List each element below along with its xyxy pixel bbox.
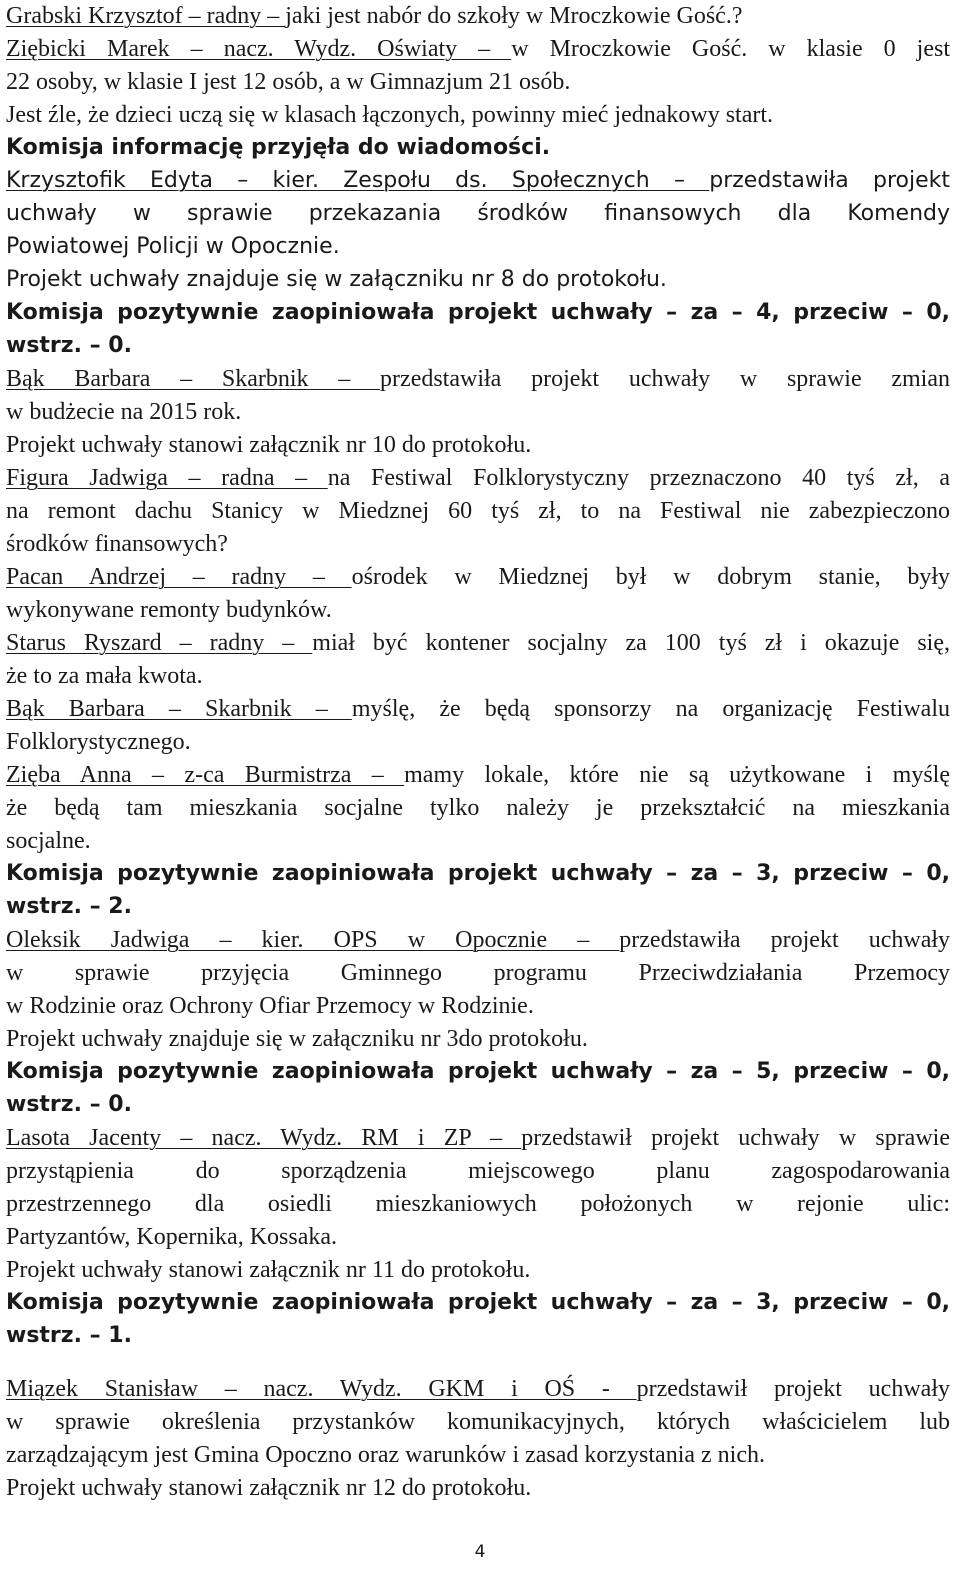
text-line: [6, 726, 950, 758]
speaker-label: Bąk Barbara – Skarbnik –: [6, 696, 352, 722]
line-text: przedstawił projekt uchwały w sprawie: [521, 1125, 950, 1151]
text-line: [6, 792, 950, 824]
text-line: [6, 1254, 950, 1286]
line-text: przestrzennego dla osiedli mieszkaniowych położonych w rejonie ulic:: [6, 1191, 950, 1217]
text-line: [6, 462, 950, 494]
text-line: [6, 1122, 950, 1154]
speaker-label: Krzysztofik Edyta – kier. Zespołu ds. Społecznych –: [6, 168, 710, 193]
text-line: [6, 1439, 950, 1471]
text-line: [6, 33, 950, 65]
line-text: mamy lokale, które nie są użytkowane i myślę: [404, 762, 950, 788]
line-text: socjalne.: [6, 828, 91, 854]
speaker-label: Zięba Anna – z-ca Burmistrza –: [6, 762, 405, 788]
text-line: [6, 165, 950, 197]
text-line: [6, 231, 950, 263]
line-text: Projekt uchwały stanowi załącznik nr 10 do protokołu.: [6, 432, 532, 458]
line-text: zarządzającym jest Gmina Opoczno oraz warunków i zasad korzystania z nich.: [6, 1442, 765, 1468]
speaker-label: Grabski Krzysztof – radny –: [6, 3, 286, 29]
text-line: [6, 990, 950, 1022]
text-line: [6, 1472, 950, 1504]
line-text: Komisja pozytywnie zaopiniowała projekt uchwały – za – 3, przeciw – 0,: [6, 861, 950, 886]
speaker-label: Figura Jadwiga – radna –: [6, 465, 328, 491]
line-text: w Mroczkowie Gość. w klasie 0 jest: [511, 36, 950, 62]
text-line: [6, 198, 950, 230]
line-text: jaki jest nabór do szkoły w Mroczkowie Gość.?: [285, 3, 743, 29]
text-line: [6, 495, 950, 527]
text-line: [6, 1188, 950, 1220]
text-line: [6, 660, 950, 692]
line-text: że będą tam mieszkania socjalne tylko należy je przekształcić na mieszkania: [6, 795, 950, 821]
line-text: Powiatowej Policji w Opocznie.: [6, 234, 340, 259]
line-text: przedstawiła projekt uchwały: [619, 927, 951, 953]
text-line: [6, 561, 950, 593]
speaker-label: Pacan Andrzej – radny –: [6, 564, 352, 590]
line-text: Partyzantów, Kopernika, Kossaka.: [6, 1224, 338, 1250]
line-text: przedstawiła projekt uchwały w sprawie zmian: [380, 366, 950, 392]
line-text: wstrz. – 1.: [6, 1323, 132, 1348]
line-text: ośrodek w Miedznej był w dobrym stanie, były: [351, 564, 950, 590]
line-text: na Festiwal Folklorystyczny przeznaczono 40 tyś zł, a: [327, 465, 950, 491]
text-line: [6, 1155, 950, 1187]
text-line: [6, 693, 950, 725]
text-line: [6, 528, 950, 560]
speaker-label: Oleksik Jadwiga – kier. OPS w Opocznie –: [6, 927, 620, 953]
line-text: na remont dachu Stanicy w Miedznej 60 tyś zł, to na Festiwal nie zabezpieczono: [6, 498, 950, 524]
text-line: [6, 924, 950, 956]
text-line: [6, 1406, 950, 1438]
text-line: [6, 957, 950, 989]
text-line: [6, 66, 950, 98]
line-text: wstrz. – 2.: [6, 894, 132, 919]
line-text: wykonywane remonty budynków.: [6, 597, 332, 623]
line-text: przystąpienia do sporządzenia miejscowego planu zagospodarowania: [6, 1158, 950, 1184]
line-text: że to za mała kwota.: [6, 663, 203, 689]
text-line: [6, 627, 950, 659]
text-line: [6, 99, 950, 131]
speaker-label: Ziębicki Marek – nacz. Wydz. Oświaty –: [6, 36, 512, 62]
vote-abstain: [6, 1089, 950, 1121]
line-text: miał być kontener socjalny za 100 tyś zł i okazuje się,: [312, 630, 951, 656]
line-text: Projekt uchwały znajduje się w załączniku nr 3do protokołu.: [6, 1026, 588, 1052]
line-text: uchwały w sprawie przekazania środków finansowych dla Komendy: [6, 201, 950, 226]
line-text: Projekt uchwały stanowi załącznik nr 11 do protokołu.: [6, 1257, 531, 1283]
line-text: w sprawie określenia przystanków komunikacyjnych, których właścicielem lub: [6, 1409, 950, 1435]
text-line: [6, 363, 950, 395]
vote-abstain: [6, 1320, 950, 1352]
line-text: wstrz. – 0.: [6, 1092, 132, 1117]
text-line: [6, 1023, 950, 1055]
committee-vote: [6, 1056, 950, 1088]
text-line: [6, 264, 950, 296]
line-text: Projekt uchwały znajduje się w załączniku nr 8 do protokołu.: [6, 267, 667, 292]
page-number: 4: [474, 1542, 486, 1562]
line-text: przedstawiła projekt: [709, 168, 950, 193]
line-text: w budżecie na 2015 rok.: [6, 399, 242, 425]
line-text: Komisja pozytywnie zaopiniowała projekt uchwały – za – 3, przeciw – 0,: [6, 1290, 950, 1315]
line-text: Komisja pozytywnie zaopiniowała projekt uchwały – za – 5, przeciw – 0,: [6, 1059, 950, 1084]
line-text: środków finansowych?: [6, 531, 228, 557]
text-line: [6, 825, 950, 857]
committee-vote: [6, 858, 950, 890]
line-text: Folklorystycznego.: [6, 729, 191, 755]
speaker-label: Miązek Stanisław – nacz. Wydz. GKM i OŚ -: [6, 1376, 637, 1402]
line-text: Jest źle, że dzieci uczą się w klasach łączonych, powinny mieć jednakowy start.: [6, 102, 774, 128]
speaker-label: Starus Ryszard – radny –: [6, 630, 313, 656]
line-text: Komisja informację przyjęła do wiadomości.: [6, 135, 551, 160]
vote-abstain: [6, 891, 950, 923]
line-text: myślę, że będą sponsorzy na organizację Festiwalu: [351, 696, 950, 722]
text-line: [6, 396, 950, 428]
text-line: [6, 1373, 950, 1405]
committee-decision: [6, 132, 950, 164]
vote-abstain: [6, 330, 950, 362]
speaker-label: Bąk Barbara – Skarbnik –: [6, 366, 381, 392]
line-text: 22 osoby, w klasie I jest 12 osób, a w Gimnazjum 21 osób.: [6, 69, 571, 95]
committee-vote: [6, 297, 950, 329]
speaker-label: Lasota Jacenty – nacz. Wydz. RM i ZP –: [6, 1125, 522, 1151]
line-text: w sprawie przyjęcia Gminnego programu Przeciwdziałania Przemocy: [6, 960, 950, 986]
line-text: w Rodzinie oraz Ochrony Ofiar Przemocy w Rodzinie.: [6, 993, 534, 1019]
line-text: wstrz. – 0.: [6, 333, 132, 358]
committee-vote: [6, 1287, 950, 1319]
text-line: [6, 1221, 950, 1253]
text-line: [6, 594, 950, 626]
text-line: [6, 759, 950, 791]
line-text: Projekt uchwały stanowi załącznik nr 12 do protokołu.: [6, 1475, 532, 1501]
line-text: przedstawił projekt uchwały: [636, 1376, 950, 1402]
line-text: Komisja pozytywnie zaopiniowała projekt uchwały – za – 4, przeciw – 0,: [6, 300, 950, 325]
text-line: [6, 429, 950, 461]
text-line: [6, 0, 950, 32]
